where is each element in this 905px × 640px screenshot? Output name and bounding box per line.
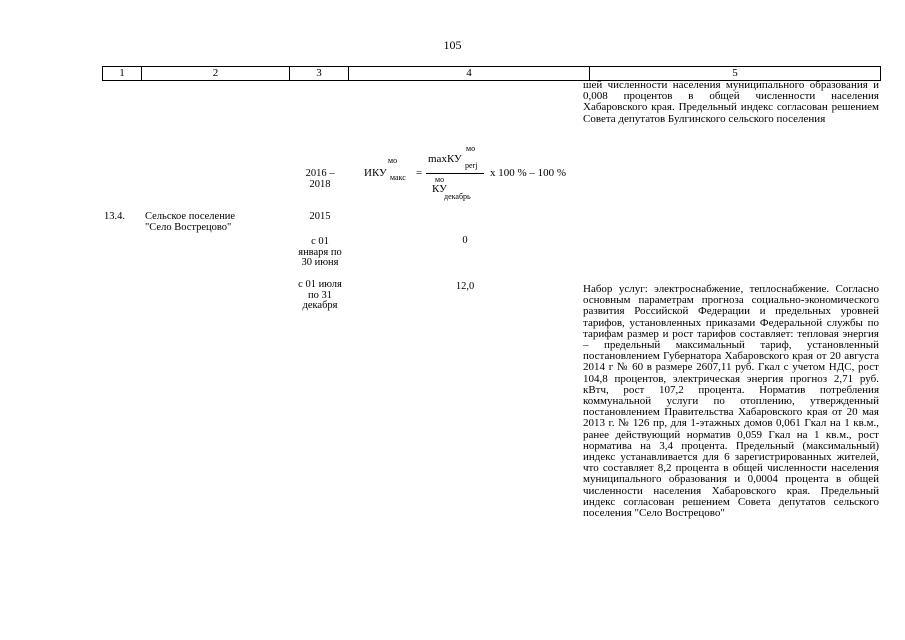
year-2015: 2015 [309,211,331,222]
formula-den-sup: мо [435,175,445,184]
formula-lhs-sup: мо [388,156,398,165]
formula-den-sub: декабрь [444,192,471,201]
header-col-1: 1 [103,67,142,80]
row-number: 13.4. [104,211,125,222]
value-second-half: 12,0 [455,281,475,292]
row-name: Сельское поселение "Село Вострецово" [145,211,236,233]
header-col-3: 3 [290,67,349,80]
top-continuation-text: шей численности населения муниципального образования и 0,008 процентов в общей численности населения Хабаровского края. Предельный индекс согласован решением Совета депутатов Булгинского сельского поселения [583,79,879,125]
formula-denominator: КУ [432,183,447,195]
formula-numerator: maxКУ [428,153,462,165]
formula-tail: х 100 % – 100 % [490,167,567,179]
header-col-2: 2 [142,67,290,80]
formula-num-sub: реrj [465,161,478,170]
formula-lhs-sub: макс [390,173,406,182]
period-first-half: с 01 января по 30 июня [298,236,342,268]
header-col-4: 4 [349,67,590,80]
formula-lhs: ИКУ [364,167,387,179]
period-second-half: с 01 июля по 31 декабря [298,279,342,311]
formula-num-sup: мо [466,144,476,153]
years-2016-2018: 2016 – 2018 [305,168,335,190]
header-col-5: 5 [732,67,738,79]
formula-equals: = [416,167,423,179]
services-description-text: Набор услуг: электроснабжение, теплоснабжение. Согласно основным параметрам прогноза социально-экономического развития Российской Федерации и предельных уровней тарифов, установленных приказами Федеральной службы по тарифам размер и рост тарифов составляет: тепловая энергия – предельный максимальный тариф, установленный постановлением Губернатора Хабаровского края от 20 августа 2014 г № 60 в размере 2607,11 руб. Гкал с учетом НДС, рост 104,8 процентов, электрическая энергия прогноз 2,71 руб. кВтч, рост 107,2 процента. Норматив потребления коммунальной услуги по отоплению, утвержденный постановлением Правительства Хабаровского края от 20 мая 2013 г. № 126 пр, для 1-этажных домов 0,061 Гкал на 1 кв.м., ранее действующий норматив 0,059 Гкал на 1 кв.м., рост норматива на 3,4 процента. Предельный (максимальный) индекс устанавливается для 6 зарегистрированных жителей, что составляет 8,2 процента в общей численности населения муниципального образования и 0,0004 процента в общей численности населения Хабаровского края. Предельный индекс согласован решением Совета депутатов сельского поселения "Село Вострецово" [583,283,879,520]
page-number: 105 [443,38,462,52]
index-formula [360,140,580,204]
value-first-half: 0 [462,235,468,246]
fraction-bar [426,173,484,174]
